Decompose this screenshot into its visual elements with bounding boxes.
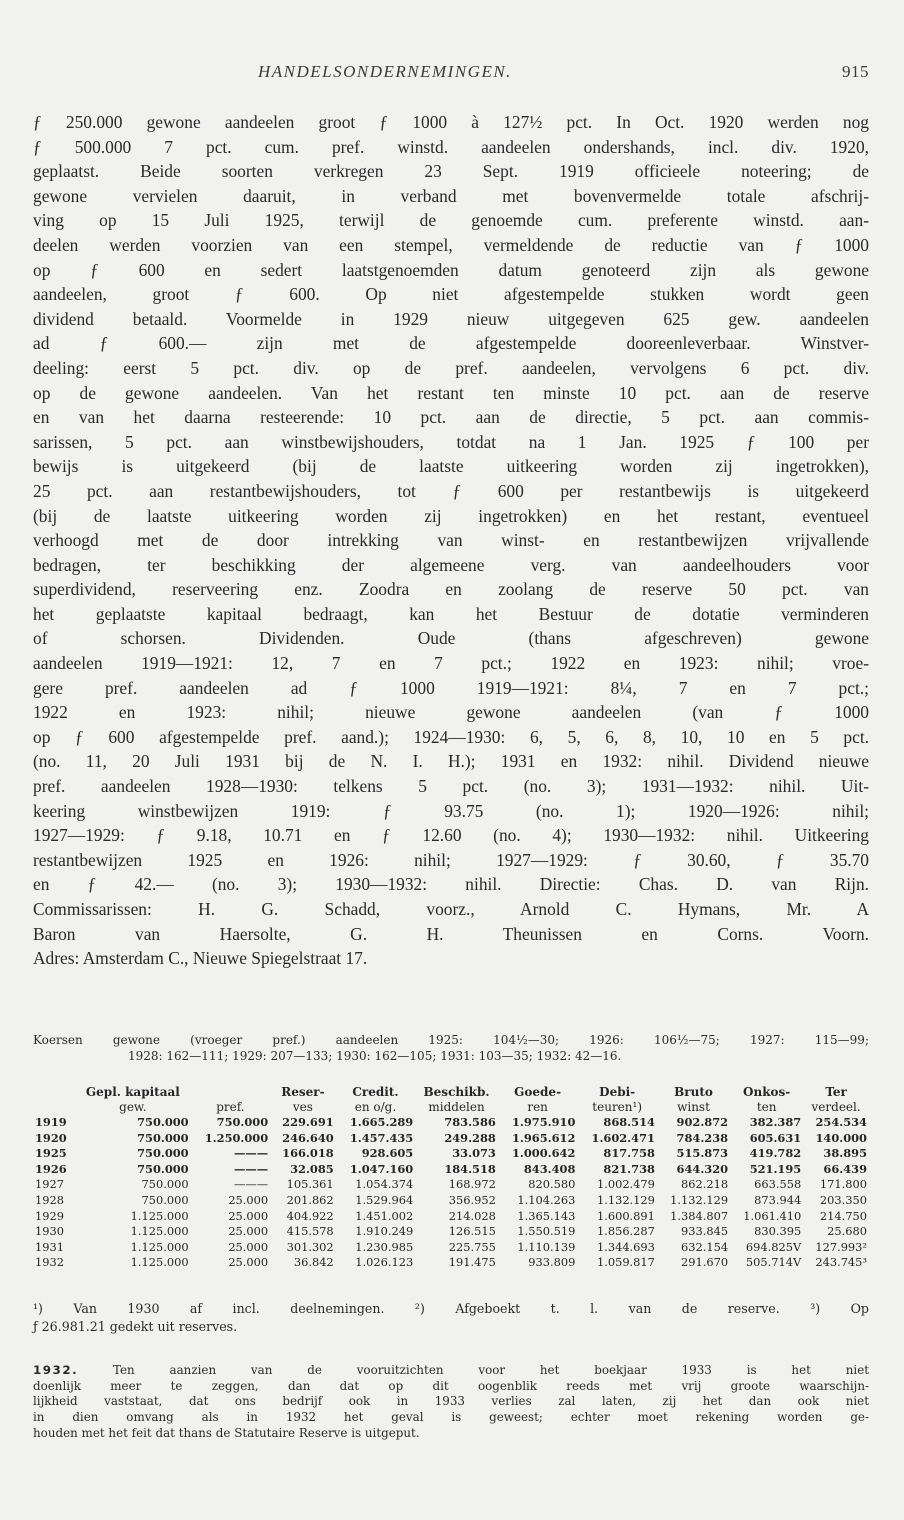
column-header: Onkos- — [743, 1085, 791, 1099]
table-cell: 246.640 — [282, 1130, 334, 1145]
table-cell: 632.154 — [680, 1239, 729, 1254]
table-cell: 32.085 — [290, 1161, 334, 1176]
table-cell: 1.250.000 — [204, 1130, 269, 1145]
table-cell: ——— — [234, 1146, 269, 1161]
table-cell: 1.054.374 — [355, 1177, 414, 1192]
table-cell: 821.738 — [603, 1161, 655, 1176]
table-cell: 201.862 — [286, 1192, 334, 1207]
table-cell: 229.691 — [282, 1115, 334, 1129]
text-line: Adres: Amsterdam C., Nieuwe Spiegelstraat 17. — [33, 948, 368, 969]
table-cell: 214.028 — [448, 1208, 496, 1223]
table-cell: 184.518 — [444, 1161, 496, 1176]
table-cell: 1.104.263 — [517, 1192, 576, 1207]
text-line: ƒ 500.000 7 pct. cum. pref. winstd. aandeelen ondershands, incl. div. 1920, — [33, 136, 869, 157]
table-cell: 843.408 — [523, 1161, 576, 1176]
report-text: lijkheid vaststaat, dat ons bedrijf ook in 1933 verlies zal laten, zij het dan ook niet — [33, 1394, 869, 1409]
table-cell: 1.110.139 — [517, 1239, 576, 1254]
text-line: bedragen, ter beschikking der algemeene verg. van aandeelhouders voor — [33, 554, 869, 575]
table-cell: 784.238 — [676, 1130, 729, 1145]
text-line: deeling: eerst 5 pct. div. op de pref. aandeelen, vervolgens 6 pct. div. — [33, 357, 869, 378]
column-header: Bruto — [674, 1085, 713, 1099]
table-cell: ——— — [234, 1161, 269, 1176]
table-cell: 783.586 — [444, 1115, 496, 1129]
table-cell: 36.842 — [293, 1255, 334, 1270]
table-cell: 817.758 — [603, 1146, 655, 1161]
table-cell: 694.825V — [745, 1239, 802, 1254]
row-year: 1928 — [35, 1192, 64, 1207]
table-cell: 25.000 — [228, 1208, 269, 1223]
table-cell: 243.745³ — [815, 1255, 867, 1270]
report-text: in dien omvang als in 1932 het geval is geweest; echter moet rekening worden ge- — [33, 1410, 869, 1425]
column-subheader: verdeel. — [811, 1100, 861, 1114]
table-cell: 127.993² — [815, 1239, 867, 1254]
column-subheader: gew. — [119, 1100, 147, 1114]
table-row — [33, 1209, 869, 1225]
table-cell: 928.605 — [361, 1146, 414, 1161]
text-line: superdividend, reserveering enz. Zoodra en zoolang de reserve 50 pct. van — [33, 579, 869, 600]
table-row — [33, 1115, 869, 1131]
table-cell: 663.558 — [754, 1177, 802, 1192]
text-line: keering winstbewijzen 1919: ƒ 93.75 (no. 1); 1920—1926: nihil; — [33, 800, 869, 821]
table-cell: 1.230.985 — [355, 1239, 414, 1254]
column-subheader: ren — [527, 1100, 548, 1114]
text-line: op ƒ 600 afgestempelde pref. aand.); 1924—1930: 6, 5, 6, 8, 10, 10 en 5 pct. — [33, 726, 869, 747]
report-text: Ten aanzien van de vooruitzichten voor het boekjaar 1933 is het niet — [112, 1363, 870, 1377]
footnote-line-1: ¹) Van 1930 af incl. deelnemingen. ²) Afgeboekt t. l. van de reserve. ³) Op — [33, 1301, 869, 1316]
table-cell: 750.000 — [137, 1130, 189, 1145]
table-cell: 1.365.143 — [517, 1208, 576, 1223]
table-row — [33, 1177, 869, 1193]
text-line: ving op 15 Juli 1925, terwijl de genoemde cum. preferente winstd. aan- — [33, 210, 869, 231]
text-line: ƒ 250.000 gewone aandeelen groot ƒ 1000 à 127½ pct. In Oct. 1920 werden nog — [33, 112, 869, 132]
table-cell: 1.125.000 — [130, 1208, 189, 1223]
text-line: gere pref. aandeelen ad ƒ 1000 1919—1921: 8¼, 7 en 7 pct.; — [33, 677, 869, 698]
column-subheader: winst — [677, 1100, 710, 1114]
table-cell: 166.018 — [282, 1146, 334, 1161]
table-cell: 1.550.519 — [517, 1224, 576, 1239]
table-cell: ——— — [234, 1177, 269, 1192]
table-cell: 1.529.964 — [355, 1192, 414, 1207]
table-cell: 1.059.817 — [596, 1255, 655, 1270]
table-row — [33, 1162, 869, 1178]
text-line: of schorsen. Dividenden. Oude (thans afgeschreven) gewone — [33, 628, 869, 649]
table-cell: 1.910.249 — [355, 1224, 414, 1239]
text-line: op ƒ 600 en sedert laatstgenoemden datum genoteerd zijn als gewone — [33, 259, 869, 280]
table-cell: 1.125.000 — [130, 1239, 189, 1254]
column-header: Goede- — [514, 1085, 562, 1099]
table-cell: 862.218 — [680, 1177, 729, 1192]
table-cell: 750.000 — [137, 1146, 189, 1161]
table-cell: 505.714V — [745, 1255, 802, 1270]
report-text: doenlijk meer te zeggen, dan dat op dit oogenblik reeds met vrij groote waarschijn- — [33, 1378, 869, 1393]
text-line: 1927—1929: ƒ 9.18, 10.71 en ƒ 12.60 (no. 4); 1930—1932: nihil. Uitkeering — [33, 825, 869, 846]
table-row — [33, 1131, 869, 1147]
table-cell: 933.809 — [528, 1255, 576, 1270]
row-year: 1919 — [35, 1115, 67, 1129]
table-cell: 140.000 — [815, 1130, 867, 1145]
table-cell: 25.680 — [827, 1224, 867, 1239]
table-cell: 1.125.000 — [130, 1224, 189, 1239]
table-cell: 203.350 — [819, 1192, 867, 1207]
table-cell: 750.000 — [141, 1177, 189, 1192]
table-cell: 105.361 — [286, 1177, 334, 1192]
table-cell: 1.602.471 — [591, 1130, 655, 1145]
table-cell: 1.061.410 — [743, 1208, 802, 1223]
table-cell: 750.000 — [137, 1161, 189, 1176]
column-header: Ter — [825, 1085, 847, 1099]
table-cell: 1.451.002 — [355, 1208, 414, 1223]
text-line: verhoogd met de door intrekking van winst- en restantbewijzen vrijvallende — [33, 530, 869, 551]
column-subheader: en o/g. — [354, 1100, 397, 1114]
share-prices-line-1: Koersen gewone (vroeger pref.) aandeelen 1925: 104½—30; 1926: 106½—75; 1927: 115—99; — [33, 1033, 869, 1047]
table-cell: 415.578 — [286, 1224, 334, 1239]
table-cell: 521.195 — [749, 1161, 802, 1176]
row-year: 1931 — [35, 1239, 64, 1254]
table-subheader-row — [33, 1100, 869, 1115]
table-cell: 33.073 — [452, 1146, 496, 1161]
text-line: bewijs is uitgekeerd (bij de laatste uitkeering worden zij ingetrokken), — [33, 456, 869, 477]
table-cell: 1.965.612 — [511, 1130, 576, 1145]
text-line: aandeelen 1919—1921: 12, 7 en 7 pct.; 1922 en 1923: nihil; vroe- — [33, 653, 869, 674]
table-cell: 25.000 — [228, 1224, 269, 1239]
column-subheader: teuren¹) — [592, 1100, 643, 1114]
table-cell: 1.132.129 — [670, 1192, 729, 1207]
text-line: (bij de laatste uitkeering worden zij ingetrokken) en het restant, eventueel — [33, 505, 869, 526]
column-subheader: ten — [756, 1100, 777, 1114]
column-header — [191, 1085, 271, 1100]
table-row — [33, 1193, 869, 1209]
row-year: 1925 — [35, 1146, 67, 1161]
text-line: Commissarissen: H. G. Schadd, voorz., Arnold C. Hymans, Mr. A — [33, 899, 869, 919]
table-cell: 1.132.129 — [596, 1192, 655, 1207]
share-prices-line-2: 1928: 162—111; 1929: 207—133; 1930: 162—105; 1931: 103—35; 1932: 42—16. — [128, 1049, 622, 1063]
column-header: Debi- — [599, 1085, 636, 1099]
footnote-line-2: ƒ 26.981.21 gedekt uit reserves. — [33, 1319, 238, 1334]
text-line: op de gewone aandeelen. Van het restant ten minste 10 pct. aan de reserve — [33, 382, 869, 403]
footnotes — [33, 1300, 869, 1336]
table-cell: 356.952 — [448, 1192, 496, 1207]
column-header: Beschikb. — [423, 1085, 490, 1099]
page-number: 915 — [842, 62, 869, 81]
table-cell: 820.580 — [528, 1177, 576, 1192]
column-header: Credit. — [352, 1085, 399, 1099]
report-line — [33, 1410, 869, 1426]
financial-table — [33, 1085, 869, 1271]
table-cell: 1.125.000 — [130, 1255, 189, 1270]
text-line: restantbewijzen 1925 en 1926: nihil; 1927—1929: ƒ 30.60, ƒ 35.70 — [33, 849, 869, 870]
running-title: HANDELSONDERNEMINGEN. — [258, 62, 512, 81]
column-subheader — [33, 1100, 75, 1115]
table-cell: 1.856.287 — [596, 1224, 655, 1239]
table-cell: 750.000 — [141, 1192, 189, 1207]
table-cell: 25.000 — [228, 1255, 269, 1270]
table-cell: 1.600.891 — [596, 1208, 655, 1223]
text-line: pref. aandeelen 1928—1930: telkens 5 pct. (no. 3); 1931—1932: nihil. Uit- — [33, 776, 869, 797]
table-cell: 902.872 — [676, 1115, 729, 1129]
page-header — [33, 62, 869, 86]
table-cell: 301.302 — [286, 1239, 334, 1254]
row-year: 1926 — [35, 1161, 67, 1176]
report-year: 1932. — [33, 1363, 79, 1377]
report-line — [33, 1363, 869, 1379]
column-subheader: pref. — [216, 1100, 245, 1114]
table-cell: 191.475 — [448, 1255, 496, 1270]
text-line: 25 pct. aan restantbewijshouders, tot ƒ 600 per restantbewijs is uitgekeerd — [33, 480, 869, 501]
table-cell: 1.026.123 — [355, 1255, 414, 1270]
row-year: 1927 — [35, 1177, 64, 1192]
text-line: gewone vervielen daaruit, in verband met bovenvermelde totale afschrij- — [33, 185, 869, 206]
table-header-row — [33, 1085, 869, 1100]
row-year: 1929 — [35, 1208, 64, 1223]
table-cell: 254.534 — [815, 1115, 867, 1129]
table-cell: 168.972 — [448, 1177, 496, 1192]
text-line: het geplaatste kapitaal bedraagt, kan het Bestuur de dotatie verminderen — [33, 603, 869, 624]
table-cell: 38.895 — [823, 1146, 867, 1161]
text-line: aandeelen, groot ƒ 600. Op niet afgestempelde stukken wordt geen — [33, 284, 869, 305]
row-year: 1920 — [35, 1130, 67, 1145]
table-cell: 171.800 — [819, 1177, 867, 1192]
table-cell: 1.047.160 — [349, 1161, 414, 1176]
table-row — [33, 1146, 869, 1162]
text-line: en ƒ 42.— (no. 3); 1930—1932: nihil. Directie: Chas. D. van Rijn. — [33, 874, 869, 895]
report-line — [33, 1379, 869, 1395]
table-cell: 66.439 — [823, 1161, 867, 1176]
table-cell: 1.344.693 — [596, 1239, 655, 1254]
column-header — [33, 1085, 75, 1100]
table-row — [33, 1255, 869, 1271]
column-header: Reser- — [281, 1085, 325, 1099]
table-cell: 382.387 — [749, 1115, 802, 1129]
table-cell: 291.670 — [680, 1255, 729, 1270]
table-cell: 1.000.642 — [511, 1146, 576, 1161]
report-line — [33, 1426, 869, 1442]
report-line — [33, 1394, 869, 1410]
table-cell: 873.944 — [754, 1192, 802, 1207]
table-cell: 25.000 — [228, 1192, 269, 1207]
company-description — [33, 110, 869, 971]
table-cell: 126.515 — [448, 1224, 496, 1239]
text-line: deelen werden voorzien van een stempel, vermeldende de reductie van ƒ 1000 — [33, 234, 869, 255]
table-cell: 750.000 — [137, 1115, 189, 1129]
table-cell: 868.514 — [603, 1115, 655, 1129]
text-line: (no. 11, 20 Juli 1931 bij de N. I. H.); 1931 en 1932: nihil. Dividend nieuwe — [33, 751, 869, 772]
annual-report-excerpt — [33, 1363, 869, 1442]
table-cell: 605.631 — [749, 1130, 802, 1145]
table-cell: 249.288 — [444, 1130, 496, 1145]
column-subheader: middelen — [428, 1100, 485, 1114]
text-line: sarissen, 5 pct. aan winstbewijshouders, totdat na 1 Jan. 1925 ƒ 100 per — [33, 431, 869, 452]
column-header: Gepl. kapitaal — [85, 1085, 180, 1099]
table-cell: 750.000 — [216, 1115, 269, 1129]
text-line: en van het daarna resteerende: 10 pct. aan de directie, 5 pct. aan commis- — [33, 407, 869, 428]
table-cell: 644.320 — [676, 1161, 729, 1176]
text-line: dividend betaald. Voormelde in 1929 nieuw uitgegeven 625 gew. aandeelen — [33, 308, 869, 329]
report-text: houden met het feit dat thans de Statutaire Reserve is uitgeput. — [33, 1425, 420, 1440]
table-cell: 214.750 — [819, 1208, 867, 1223]
row-year: 1930 — [35, 1224, 64, 1239]
table-row — [33, 1224, 869, 1240]
table-row — [33, 1240, 869, 1256]
table-cell: 830.395 — [754, 1224, 802, 1239]
row-year: 1932 — [35, 1255, 64, 1270]
column-subheader: ves — [292, 1100, 313, 1114]
table-cell: 1.002.479 — [596, 1177, 655, 1192]
share-prices — [33, 1032, 869, 1064]
table-cell: 225.755 — [448, 1239, 496, 1254]
table-cell: 1.975.910 — [511, 1115, 576, 1129]
table-cell: 1.665.289 — [349, 1115, 414, 1129]
table-cell: 933.845 — [680, 1224, 729, 1239]
table-cell: 1.457.435 — [349, 1130, 414, 1145]
table-cell: 515.873 — [676, 1146, 729, 1161]
text-line: ad ƒ 600.— zijn met de afgestempelde dooreenleverbaar. Winstver- — [33, 333, 869, 354]
table-cell: 25.000 — [228, 1239, 269, 1254]
text-line: 1922 en 1923: nihil; nieuwe gewone aandeelen (van ƒ 1000 — [33, 702, 869, 723]
table-cell: 419.782 — [749, 1146, 802, 1161]
table-cell: 404.922 — [286, 1208, 334, 1223]
table-cell: 1.384.807 — [670, 1208, 729, 1223]
text-line: Baron van Haersolte, G. H. Theunissen en Corns. Voorn. — [33, 923, 869, 944]
text-line: geplaatst. Beide soorten verkregen 23 Sept. 1919 officieele noteering; de — [33, 161, 869, 182]
